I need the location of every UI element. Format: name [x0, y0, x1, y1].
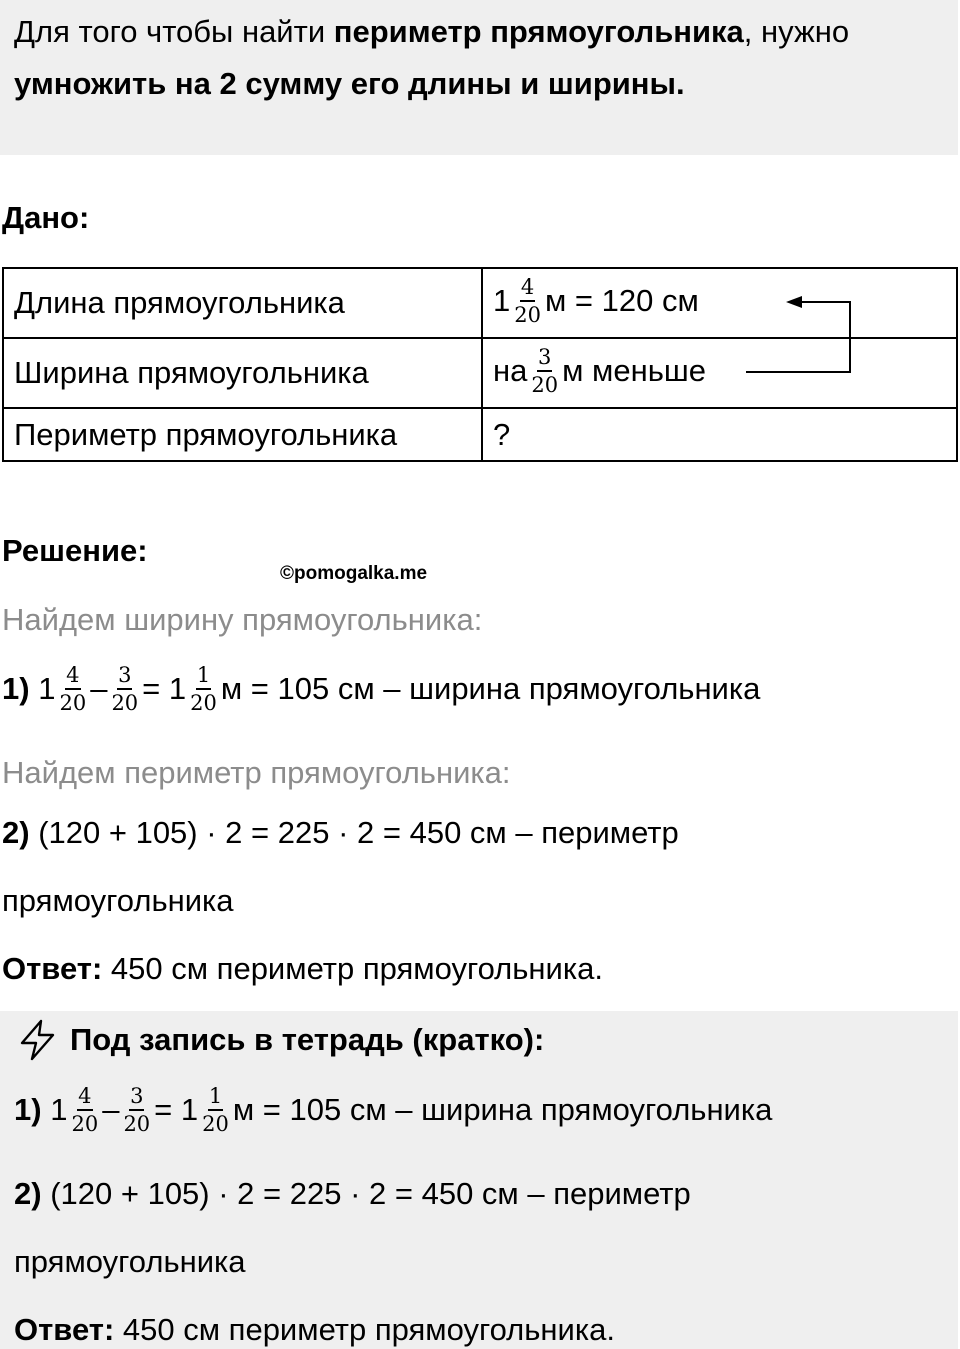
fraction [123, 1085, 150, 1135]
watermark: ©pomogalka.me [280, 563, 428, 584]
perimeter-value: ? [482, 408, 957, 461]
fraction [190, 664, 217, 714]
solution-title: Решение: [2, 533, 148, 568]
fraction-numerator: 4 [65, 664, 80, 690]
fraction-numerator: 3 [129, 1085, 144, 1111]
fraction-denominator: 20 [190, 691, 217, 716]
fraction-numerator: 4 [77, 1085, 92, 1111]
fraction-denominator: 20 [71, 1112, 99, 1137]
length-rest: м = 120 см [544, 283, 699, 319]
step-number: 2) [2, 815, 30, 850]
table-row [3, 338, 957, 408]
equals-mixed: = 1 [154, 1092, 199, 1128]
width-value [482, 338, 957, 408]
fraction-numerator: 1 [196, 664, 211, 690]
step-number: 1) [14, 1092, 42, 1128]
step-number: 1) [2, 671, 30, 707]
fraction-numerator: 4 [520, 276, 535, 302]
short-step-1 [14, 1084, 773, 1137]
fraction-denominator: 20 [111, 691, 139, 716]
rule-text-bold-1: периметр прямоугольника [333, 14, 744, 49]
rule-text-1: Для того чтобы найти [14, 14, 334, 49]
width-rest: м меньше [562, 353, 706, 389]
fraction [71, 1085, 98, 1135]
length-whole: 1 [493, 283, 511, 319]
step-2 [2, 815, 679, 851]
length-value [482, 268, 957, 338]
fraction-denominator: 20 [531, 373, 559, 397]
width-label: Ширина прямоугольника [3, 338, 482, 408]
given-title: Дано: [2, 200, 90, 235]
table-row [3, 408, 957, 461]
answer [2, 951, 603, 987]
step-line: (120 + 105) · 2 = 225 · 2 = 450 см – периметр [50, 1176, 691, 1211]
rule-text [14, 6, 934, 110]
minus-sign: – [102, 1092, 120, 1128]
mixed-whole: 1 [38, 671, 56, 707]
lightning-icon [16, 1018, 60, 1062]
answer-label: Ответ: [14, 1312, 115, 1347]
short-answer [14, 1312, 615, 1348]
short-title: Под запись в тетрадь (кратко): [70, 1022, 545, 1057]
hint-perimeter: Найдем периметр прямоугольника: [2, 755, 511, 790]
step-rest: м = 105 см – ширина прямоугольника [232, 1092, 773, 1128]
rule-box [0, 0, 958, 155]
step-rest: м = 105 см – ширина прямоугольника [220, 671, 761, 707]
rule-text-2: , нужно [743, 14, 850, 49]
step-2-cont: прямоугольника [2, 883, 234, 918]
width-prefix: на [493, 353, 528, 389]
answer-label: Ответ: [2, 951, 103, 986]
table-row [3, 268, 957, 338]
fraction [202, 1085, 229, 1135]
step-line: (120 + 105) · 2 = 225 · 2 = 450 см – периметр [38, 815, 679, 850]
fraction-denominator: 20 [123, 1112, 151, 1137]
hint-width: Найдем ширину прямоугольника: [2, 602, 483, 637]
length-fraction [514, 276, 541, 326]
minus-sign: – [90, 671, 108, 707]
short-step-2-cont: прямоугольника [14, 1244, 246, 1279]
answer-text: 450 см периметр прямоугольника. [110, 951, 603, 986]
short-step-2 [14, 1176, 691, 1212]
step-number: 2) [14, 1176, 42, 1211]
fraction-numerator: 3 [117, 664, 132, 690]
fraction-denominator: 20 [202, 1112, 229, 1137]
rule-text-bold-2: умножить на 2 сумму его длины и ширины. [14, 66, 685, 101]
fraction-numerator: 1 [208, 1085, 223, 1111]
fraction-denominator: 20 [514, 303, 541, 327]
fraction-numerator: 3 [537, 346, 552, 372]
fraction [59, 664, 86, 714]
length-label: Длина прямоугольника [3, 268, 482, 338]
fraction-denominator: 20 [59, 691, 87, 716]
mixed-whole: 1 [50, 1092, 68, 1128]
perimeter-label: Периметр прямоугольника [3, 408, 482, 461]
step-1 [2, 663, 761, 716]
fraction [111, 664, 138, 714]
width-fraction [531, 346, 558, 396]
given-table [2, 267, 958, 462]
equals-mixed: = 1 [142, 671, 187, 707]
answer-text: 450 см периметр прямоугольника. [122, 1312, 615, 1347]
